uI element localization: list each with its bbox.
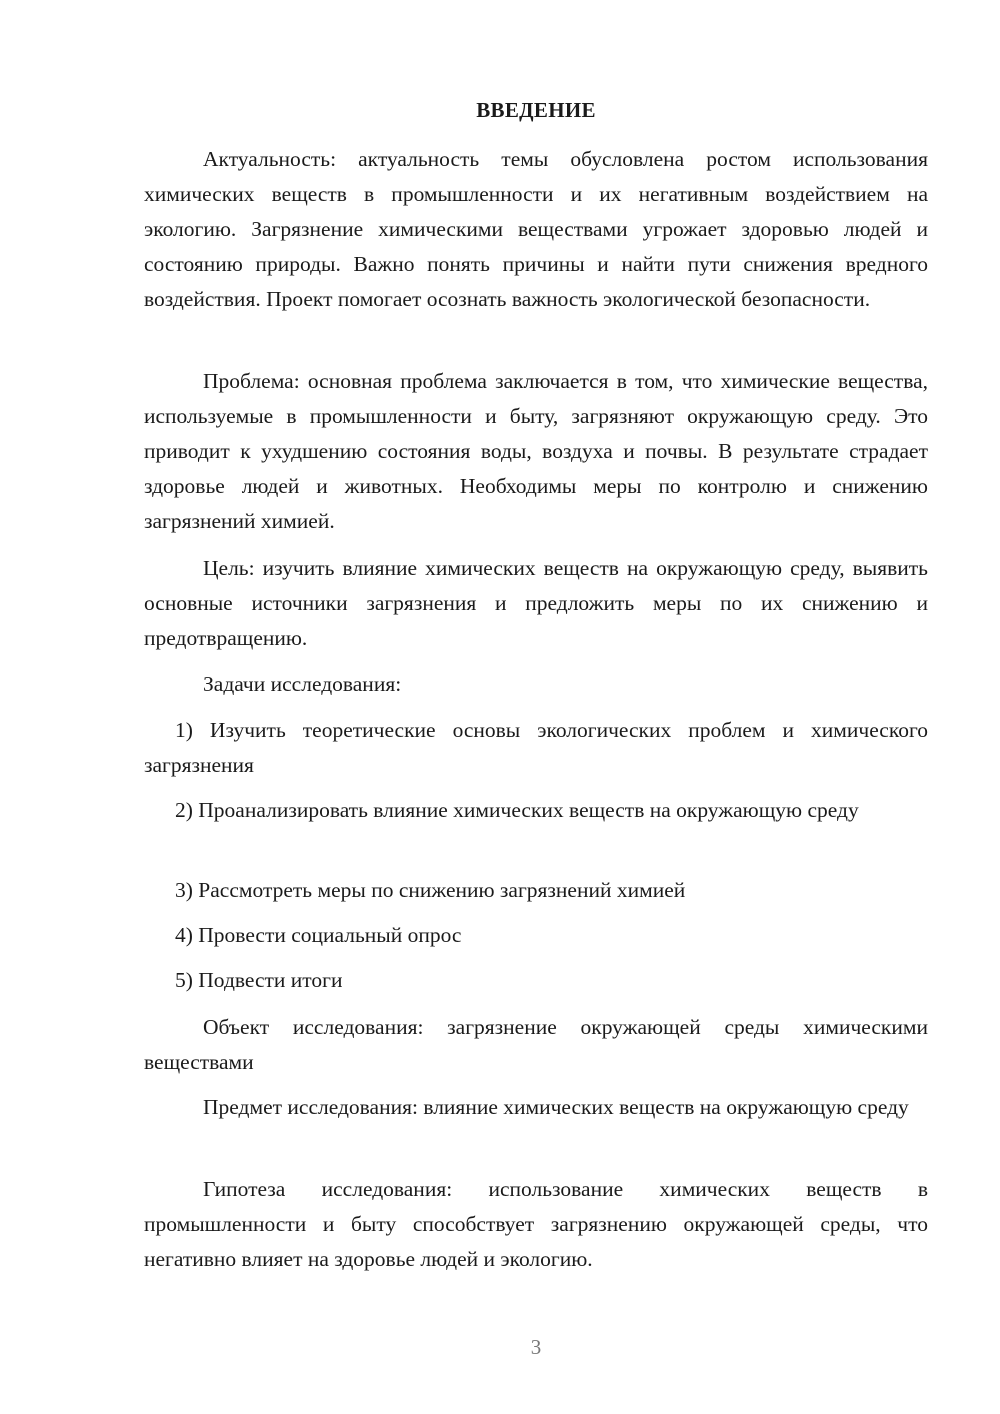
list-item: 4) Провести социальный опрос: [175, 923, 462, 947]
list-item: 2) Проанализировать влияние химических веществ на окружающую среду: [175, 798, 859, 822]
list-item: 1) Изучить теоретические основы экологических проблем и химического загрязнения: [144, 718, 928, 777]
page-title: ВВЕДЕНИЕ: [476, 98, 596, 122]
paragraph-hypothesis: Гипотеза исследования: использование химических веществ в промышленности и быту способствует загрязнению окружающей среды, что негативно влияет на здоровье людей и экологию.: [144, 1177, 928, 1271]
paragraph-relevance: Актуальность: актуальность темы обусловлена ростом использования химических веществ в промышленности и их негативным воздействием на экологию. Загрязнение химическими веществами угрожает здоровью людей и состоянию природы. Важно понять причины и найти пути снижения вредного воздействия. Проект помогает осознать важность экологической безопасности.: [144, 147, 928, 311]
paragraph-goal: Цель: изучить влияние химических веществ на окружающую среду, выявить основные источники загрязнения и предложить меры по их снижению и предотвращению.: [144, 556, 928, 650]
list-item: 3) Рассмотреть меры по снижению загрязнений химией: [175, 878, 686, 902]
paragraph-subject: Предмет исследования: влияние химических веществ на окружающую среду: [203, 1095, 909, 1119]
list-item: 5) Подвести итоги: [175, 968, 343, 992]
page-number: 3: [530, 1335, 542, 1359]
tasks-heading: Задачи исследования:: [203, 672, 402, 696]
paragraph-problem: Проблема: основная проблема заключается в том, что химические вещества, используемые в промышленности и быту, загрязняют окружающую среду. Это приводит к ухудшению состояния воды, воздуха и почвы. В результате страдает здоровье людей и животных. Необходимы меры по контролю и снижению загрязнений химией.: [144, 369, 928, 533]
paragraph-object: Объект исследования: загрязнение окружающей среды химическими веществами: [144, 1015, 928, 1074]
